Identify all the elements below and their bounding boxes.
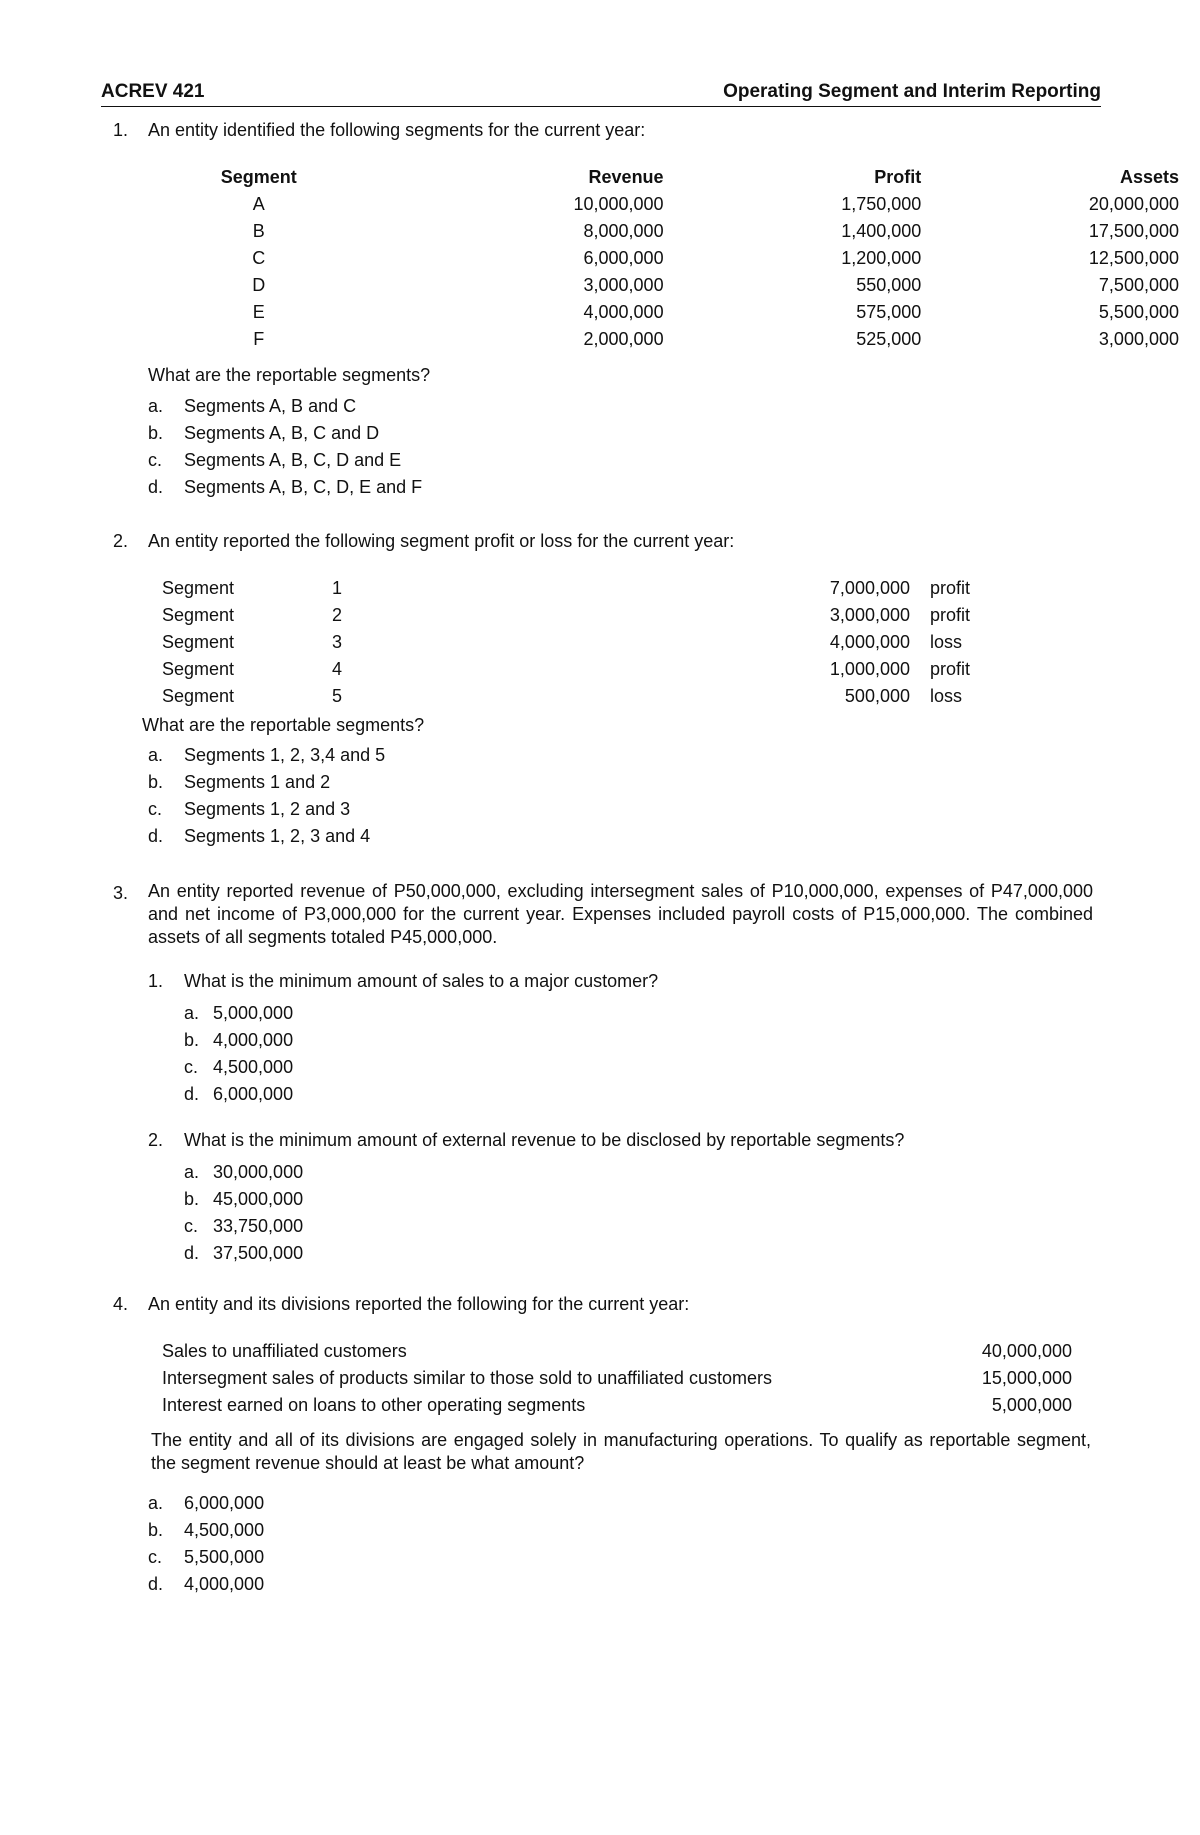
table-cell: 1,750,000 bbox=[841, 194, 922, 214]
table-cell: 1 bbox=[332, 578, 343, 598]
table-cell: 17,500,000 bbox=[1088, 221, 1179, 241]
table-cell: 1,200,000 bbox=[841, 248, 922, 268]
option-text: 5,500,000 bbox=[184, 1547, 265, 1567]
option-letter: c. bbox=[148, 799, 163, 819]
table-cell: 3,000,000 bbox=[1098, 329, 1179, 349]
option-text: 4,500,000 bbox=[184, 1520, 265, 1540]
table-cell: F bbox=[253, 329, 265, 349]
table-row bbox=[189, 326, 1179, 353]
table-cell: 15,000,000 bbox=[981, 1368, 1072, 1388]
question-text: An entity reported the following segment profit or loss for the current year: bbox=[148, 531, 735, 551]
option-letter: c. bbox=[184, 1216, 199, 1236]
option-text: 5,000,000 bbox=[213, 1003, 294, 1023]
table-cell: Segment bbox=[162, 659, 235, 679]
table-cell: 20,000,000 bbox=[1088, 194, 1179, 214]
option-text: 4,000,000 bbox=[213, 1030, 294, 1050]
table-row bbox=[189, 191, 1179, 218]
option-text: Segments 1, 2, 3 and 4 bbox=[184, 826, 371, 846]
question-prompt: What are the reportable segments? bbox=[142, 715, 425, 735]
table-cell: 3,000,000 bbox=[583, 275, 664, 295]
table-cell: C bbox=[252, 248, 266, 268]
question-number: 3. bbox=[113, 883, 129, 903]
option-letter: d. bbox=[184, 1243, 200, 1263]
divisions-table bbox=[162, 1338, 1072, 1419]
option-letter: d. bbox=[148, 477, 164, 497]
table-cell: 8,000,000 bbox=[583, 221, 664, 241]
table-row bbox=[162, 1338, 1072, 1365]
sub-question-number: 1. bbox=[148, 971, 164, 991]
option-letter: c. bbox=[148, 450, 163, 470]
column-header: Revenue bbox=[588, 167, 664, 187]
table-cell: Segment bbox=[162, 686, 235, 706]
option-letter: c. bbox=[148, 1547, 163, 1567]
option-letter: b. bbox=[184, 1189, 200, 1209]
option-text: 37,500,000 bbox=[213, 1243, 304, 1263]
option-letter: a. bbox=[184, 1003, 200, 1023]
table-cell: 40,000,000 bbox=[981, 1341, 1072, 1361]
table-cell: 7,000,000 bbox=[829, 578, 910, 598]
course-code: ACREV 421 bbox=[101, 81, 205, 102]
option-letter: d. bbox=[148, 1574, 164, 1594]
option-text: Segments A, B and C bbox=[184, 396, 357, 416]
table-row bbox=[189, 245, 1179, 272]
table-cell: 3,000,000 bbox=[829, 605, 910, 625]
table-row bbox=[162, 629, 1000, 656]
column-header: Assets bbox=[1119, 167, 1179, 187]
option-letter: b. bbox=[148, 423, 164, 443]
page-header bbox=[101, 78, 1101, 107]
sub-question-text: What is the minimum amount of sales to a major customer? bbox=[184, 971, 659, 991]
option-letter: d. bbox=[148, 826, 164, 846]
table-header-row bbox=[189, 164, 1179, 191]
table-cell: 1,400,000 bbox=[841, 221, 922, 241]
option-letter: c. bbox=[184, 1057, 199, 1077]
table-row bbox=[189, 218, 1179, 245]
table-cell: 2,000,000 bbox=[583, 329, 664, 349]
question-text: An entity identified the following segments for the current year: bbox=[148, 120, 646, 140]
table-cell: 2 bbox=[332, 605, 343, 625]
table-cell: A bbox=[252, 194, 265, 214]
option-letter: a. bbox=[184, 1162, 200, 1182]
option-letter: a. bbox=[148, 1493, 164, 1513]
sub-question-text: What is the minimum amount of external revenue to be disclosed by reportable segments? bbox=[184, 1130, 905, 1150]
option-letter: b. bbox=[148, 772, 164, 792]
table-cell: E bbox=[252, 302, 265, 322]
option-text: 6,000,000 bbox=[184, 1493, 265, 1513]
option-text: 45,000,000 bbox=[213, 1189, 304, 1209]
option-text: Segments 1, 2 and 3 bbox=[184, 799, 351, 819]
option-text: 4,000,000 bbox=[184, 1574, 265, 1594]
table-row bbox=[189, 299, 1179, 326]
table-row bbox=[162, 683, 1000, 710]
table-cell: 7,500,000 bbox=[1098, 275, 1179, 295]
option-text: Segments 1, 2, 3,4 and 5 bbox=[184, 745, 386, 765]
column-header: Profit bbox=[874, 167, 922, 187]
table-cell: Segment bbox=[162, 578, 235, 598]
table-cell: loss bbox=[930, 686, 963, 706]
column-header: Segment bbox=[220, 167, 297, 187]
table-cell: profit bbox=[930, 659, 971, 679]
option-text: Segments A, B, C, D and E bbox=[184, 450, 402, 470]
sub-question-number: 2. bbox=[148, 1130, 164, 1150]
document-title: Operating Segment and Interim Reporting bbox=[723, 81, 1101, 102]
table-cell: 5 bbox=[332, 686, 343, 706]
table-cell: 575,000 bbox=[856, 302, 922, 322]
table-cell: Sales to unaffiliated customers bbox=[162, 1341, 407, 1361]
table-cell: Interest earned on loans to other operating segments bbox=[162, 1395, 586, 1415]
table-cell: loss bbox=[930, 632, 963, 652]
table-cell: Segment bbox=[162, 605, 235, 625]
table-row bbox=[189, 272, 1179, 299]
table-cell: 4,000,000 bbox=[829, 632, 910, 652]
table-cell: 5,500,000 bbox=[1098, 302, 1179, 322]
table-row bbox=[162, 656, 1000, 683]
table-cell: 10,000,000 bbox=[573, 194, 664, 214]
table-cell: 3 bbox=[332, 632, 343, 652]
table-cell: 4 bbox=[332, 659, 343, 679]
table-cell: 1,000,000 bbox=[829, 659, 910, 679]
table-cell: Intersegment sales of products similar to those sold to unaffiliated customers bbox=[162, 1368, 772, 1388]
option-text: Segments A, B, C, D, E and F bbox=[184, 477, 423, 497]
table-row bbox=[162, 1365, 1072, 1392]
question-prompt: The entity and all of its divisions are engaged solely in manufacturing operations. To qualify as reportable segment, the segment revenue should at least be what amount? bbox=[151, 1430, 1091, 1473]
table-row bbox=[162, 575, 1000, 602]
question-number: 4. bbox=[113, 1294, 129, 1314]
option-letter: b. bbox=[148, 1520, 164, 1540]
table-cell: 5,000,000 bbox=[991, 1395, 1072, 1415]
option-letter: d. bbox=[184, 1084, 200, 1104]
table-row bbox=[162, 1392, 1072, 1419]
option-letter: b. bbox=[184, 1030, 200, 1050]
question-number: 1. bbox=[113, 120, 129, 140]
option-letter: a. bbox=[148, 745, 164, 765]
option-text: Segments 1 and 2 bbox=[184, 772, 331, 792]
table-cell: profit bbox=[930, 578, 971, 598]
table-cell: Segment bbox=[162, 632, 235, 652]
question-text: An entity and its divisions reported the following for the current year: bbox=[148, 1294, 690, 1314]
table-cell: 12,500,000 bbox=[1088, 248, 1179, 268]
option-text: 30,000,000 bbox=[213, 1162, 304, 1182]
table-cell: 550,000 bbox=[856, 275, 922, 295]
segments-table bbox=[189, 164, 1179, 353]
option-text: Segments A, B, C and D bbox=[184, 423, 380, 443]
table-cell: B bbox=[252, 221, 265, 241]
question-text: An entity reported revenue of P50,000,000, excluding intersegment sales of P10,000,000, expenses of P47,000,000 and net income of P3,000,000 for the current year. Expenses included payroll costs of P15,000,000. The combined assets of all segments totaled P45,000,000. bbox=[148, 881, 1093, 947]
table-cell: 525,000 bbox=[856, 329, 922, 349]
option-text: 4,500,000 bbox=[213, 1057, 294, 1077]
table-cell: 6,000,000 bbox=[583, 248, 664, 268]
table-cell: profit bbox=[930, 605, 971, 625]
option-letter: a. bbox=[148, 396, 164, 416]
option-text: 6,000,000 bbox=[213, 1084, 294, 1104]
table-cell: 500,000 bbox=[844, 686, 910, 706]
question-prompt: What are the reportable segments? bbox=[148, 365, 431, 385]
option-text: 33,750,000 bbox=[213, 1216, 304, 1236]
table-cell: D bbox=[252, 275, 266, 295]
segment-profit-loss-table bbox=[162, 575, 1000, 710]
table-row bbox=[162, 602, 1000, 629]
table-cell: 4,000,000 bbox=[583, 302, 664, 322]
question-number: 2. bbox=[113, 531, 129, 551]
